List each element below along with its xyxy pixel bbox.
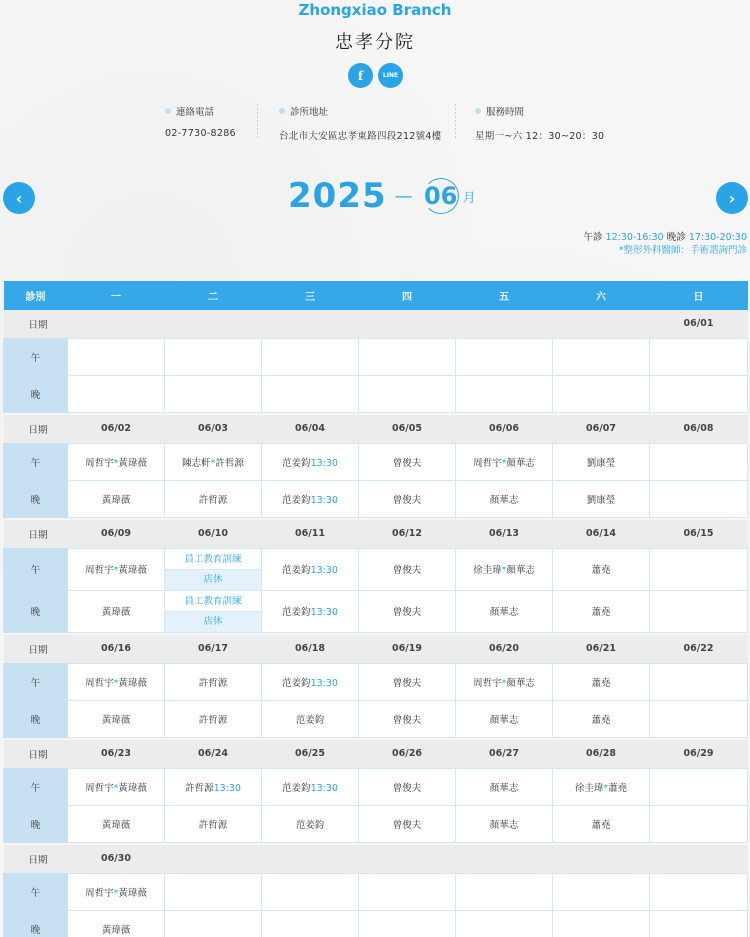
date-cell: 06/06 — [456, 415, 553, 443]
date-cell: 06/20 — [456, 635, 553, 663]
schedule-cell[interactable] — [68, 768, 165, 805]
doctor-name: 黃瑋薇 — [118, 565, 147, 576]
date-cell: 06/27 — [456, 740, 553, 768]
doctor-name: 許哲源 — [215, 457, 244, 469]
doctor-name: 曾俊夫 — [392, 494, 422, 506]
date-cell — [553, 845, 650, 873]
header-session: 診別 — [4, 281, 68, 310]
doctor-name: 范姜鈞 — [295, 714, 325, 726]
schedule-cell — [650, 338, 748, 375]
doctor-name: 曾俊夫 — [392, 457, 422, 469]
schedule-cell — [650, 873, 748, 910]
date-cell — [68, 310, 165, 338]
schedule-cell — [359, 910, 456, 937]
schedule-cell[interactable] — [553, 805, 650, 842]
schedule-cell — [650, 768, 748, 805]
afternoon-time: 12:30-16:30 — [605, 232, 664, 243]
doctor-name: 黃瑋薇 — [101, 924, 131, 936]
schedule-cell[interactable] — [553, 548, 650, 590]
doctor-name: 許哲源 — [185, 782, 214, 794]
afternoon-row — [4, 663, 748, 700]
header-weekday: 六 — [553, 281, 650, 310]
schedule-cell[interactable] — [165, 805, 262, 842]
date-row — [4, 310, 748, 338]
facebook-icon[interactable]: f — [348, 63, 373, 88]
doctor-name: 周哲宇 — [85, 887, 114, 899]
schedule-cell[interactable] — [262, 700, 359, 737]
schedule-cell[interactable] — [165, 768, 262, 805]
month: 06 — [423, 178, 459, 214]
schedule-cell[interactable] — [68, 700, 165, 737]
date-label: 日期 — [4, 310, 68, 338]
schedule-cell[interactable] — [262, 590, 359, 632]
header-weekday: 二 — [165, 281, 262, 310]
date-cell: 06/08 — [650, 415, 748, 443]
star-marker: * — [113, 782, 119, 794]
doctor-name: 周哲宇 — [85, 677, 114, 689]
chevron-right-icon: › — [728, 188, 736, 208]
schedule-cell[interactable] — [262, 443, 359, 480]
date-label: 日期 — [4, 520, 68, 548]
date-label: 日期 — [4, 415, 68, 443]
date-row — [4, 415, 748, 443]
social-links — [348, 63, 403, 88]
schedule-cell[interactable] — [262, 768, 359, 805]
schedule-cell — [262, 338, 359, 375]
doctor-name: 范姜鈞 — [282, 782, 311, 794]
doctor-name: 曾俊夫 — [392, 607, 422, 618]
date-cell: 06/02 — [68, 415, 165, 443]
date-label: 日期 — [4, 635, 68, 663]
schedule-cell[interactable] — [553, 480, 650, 517]
schedule-cell[interactable] — [456, 768, 553, 805]
prev-month-button[interactable] — [3, 182, 35, 214]
doctor-name: 顏華志 — [489, 782, 519, 794]
schedule-cell[interactable] — [262, 663, 359, 700]
session-label: 午 — [4, 443, 68, 480]
schedule-cell — [165, 375, 262, 412]
star-marker: * — [113, 565, 119, 576]
closed-label: 店休 — [165, 570, 261, 590]
schedule-cell[interactable] — [553, 700, 650, 737]
evening-row — [4, 700, 748, 737]
date-cell: 06/05 — [359, 415, 456, 443]
doctor-name: 黃瑋薇 — [118, 887, 147, 899]
doctor-name: 顏華志 — [489, 607, 519, 618]
schedule-cell — [165, 338, 262, 375]
doctor-name: 蕭堯 — [591, 714, 611, 726]
afternoon-row — [4, 338, 748, 375]
doctor-name: 顏華志 — [506, 565, 535, 576]
date-cell: 06/13 — [456, 520, 553, 548]
closed-label: 店休 — [165, 612, 261, 632]
date-cell — [553, 310, 650, 338]
session-label: 晚 — [4, 910, 68, 937]
schedule-cell — [262, 375, 359, 412]
doctor-name: 蕭堯 — [591, 677, 611, 689]
doctor-name: 陳志軒 — [182, 457, 211, 469]
phone-info — [165, 104, 236, 140]
schedule-cell — [650, 700, 748, 737]
star-marker: * — [501, 565, 507, 576]
schedule-cell[interactable] — [456, 700, 553, 737]
header-weekday: 日 — [650, 281, 748, 310]
phone-label: 連絡電話 — [176, 107, 215, 118]
schedule-cell — [359, 338, 456, 375]
afternoon-row — [4, 873, 748, 910]
doctor-name: 周哲宇 — [85, 457, 114, 469]
doctor-name: 周哲宇 — [473, 677, 502, 689]
schedule-cell — [650, 480, 748, 517]
date-label: 日期 — [4, 845, 68, 873]
schedule-cell[interactable] — [456, 548, 553, 590]
doctor-name: 黃瑋薇 — [101, 494, 131, 506]
next-month-button[interactable] — [716, 182, 748, 214]
doctor-name: 徐圭瑋 — [473, 565, 502, 576]
doctor-name: 范姜鈞 — [282, 565, 311, 576]
schedule-cell — [650, 375, 748, 412]
date-row — [4, 845, 748, 873]
doctor-name: 曾俊夫 — [392, 677, 422, 689]
star-marker: * — [501, 457, 507, 469]
branch-chinese-title: 忠孝分院 — [335, 32, 415, 53]
month-unit: 月 — [462, 190, 476, 206]
date-cell: 06/30 — [68, 845, 165, 873]
doctor-name: 周哲宇 — [473, 457, 502, 469]
schedule-cell — [456, 375, 553, 412]
schedule-cell[interactable] — [456, 480, 553, 517]
date-row — [4, 635, 748, 663]
schedule-cell — [68, 375, 165, 412]
doctor-name: 劉康瑩 — [586, 457, 616, 469]
doctor-name: 蕭堯 — [608, 782, 628, 794]
schedule-cell[interactable] — [165, 443, 262, 480]
schedule-cell — [456, 873, 553, 910]
date-cell: 06/11 — [262, 520, 359, 548]
clinic-info — [0, 104, 750, 144]
date-cell: 06/01 — [650, 310, 748, 338]
doctor-name: 范姜鈞 — [282, 677, 311, 689]
schedule-cell[interactable] — [262, 805, 359, 842]
schedule-cell[interactable] — [359, 590, 456, 632]
schedule-cell[interactable] — [456, 805, 553, 842]
doctor-name: 顏華志 — [489, 714, 519, 726]
schedule-cell — [650, 548, 748, 590]
session-legend — [584, 231, 748, 257]
schedule-cell — [553, 338, 650, 375]
date-cell: 06/17 — [165, 635, 262, 663]
schedule-cell[interactable] — [553, 663, 650, 700]
header-weekday: 一 — [68, 281, 165, 310]
schedule-cell[interactable] — [456, 663, 553, 700]
date-cell — [650, 845, 748, 873]
date-cell — [165, 845, 262, 873]
schedule-cell[interactable] — [68, 590, 165, 632]
star-marker: * — [501, 677, 507, 689]
date-cell: 06/25 — [262, 740, 359, 768]
doctor-name: 蕭堯 — [591, 819, 611, 831]
date-cell: 06/12 — [359, 520, 456, 548]
doctor-name: 曾俊夫 — [392, 565, 422, 576]
afternoon-row — [4, 548, 748, 590]
doctor-name: 周哲宇 — [85, 565, 114, 576]
doctor-name: 許哲源 — [198, 714, 228, 726]
header-weekday: 五 — [456, 281, 553, 310]
date-cell: 06/09 — [68, 520, 165, 548]
evening-time: 17:30-20:30 — [688, 232, 747, 243]
doctor-name: 劉康瑩 — [586, 494, 616, 506]
bullet-icon — [475, 108, 481, 114]
doctor-name: 范姜鈞 — [282, 494, 311, 506]
schedule-cell — [650, 663, 748, 700]
doctor-name: 許哲源 — [198, 819, 228, 831]
start-time: 13:30 — [310, 494, 338, 506]
schedule-cell[interactable] — [553, 590, 650, 632]
hours-value: 星期一~六 12：30~20：30 — [475, 131, 605, 142]
schedule-cell — [68, 338, 165, 375]
session-label: 午 — [4, 663, 68, 700]
line-icon[interactable]: LINE — [378, 63, 403, 88]
schedule-cell[interactable] — [165, 590, 262, 632]
evening-row — [4, 590, 748, 632]
schedule-table — [3, 281, 748, 937]
date-cell: 06/16 — [68, 635, 165, 663]
doctor-name: 許哲源 — [198, 494, 228, 506]
schedule-cell[interactable] — [359, 700, 456, 737]
date-cell — [456, 310, 553, 338]
date-cell: 06/15 — [650, 520, 748, 548]
schedule-cell — [650, 805, 748, 842]
doctor-name: 曾俊夫 — [392, 819, 422, 831]
date-cell — [456, 845, 553, 873]
header-weekday: 三 — [262, 281, 359, 310]
start-time: 13:30 — [310, 565, 338, 576]
schedule-cell[interactable] — [262, 480, 359, 517]
star-marker: * — [113, 887, 119, 899]
date-cell: 06/28 — [553, 740, 650, 768]
schedule-cell[interactable] — [68, 443, 165, 480]
schedule-cell[interactable] — [456, 443, 553, 480]
schedule-cell[interactable] — [359, 480, 456, 517]
star-marker: * — [210, 457, 216, 469]
surgeon-note: *整形外科醫師：手術諮詢門診 — [618, 245, 747, 256]
schedule-cell — [553, 375, 650, 412]
start-time: 13:30 — [213, 782, 241, 794]
schedule-cell — [456, 910, 553, 937]
schedule-cell — [650, 590, 748, 632]
branch-english-title: Zhongxiao Branch — [298, 1, 452, 19]
doctor-name: 顏華志 — [489, 819, 519, 831]
date-cell — [262, 845, 359, 873]
star-marker: * — [113, 677, 119, 689]
date-cell: 06/22 — [650, 635, 748, 663]
doctor-name: 黃瑋薇 — [101, 819, 131, 831]
start-time: 13:30 — [310, 677, 338, 689]
date-cell: 06/26 — [359, 740, 456, 768]
date-cell — [165, 310, 262, 338]
schedule-cell[interactable] — [359, 443, 456, 480]
date-label: 日期 — [4, 740, 68, 768]
date-cell: 06/14 — [553, 520, 650, 548]
schedule-cell — [359, 873, 456, 910]
date-cell: 06/18 — [262, 635, 359, 663]
date-cell: 06/29 — [650, 740, 748, 768]
schedule-cell — [262, 910, 359, 937]
date-cell — [262, 310, 359, 338]
schedule-cell[interactable] — [553, 768, 650, 805]
schedule-cell[interactable] — [165, 480, 262, 517]
address-info — [279, 104, 442, 140]
session-label: 晚 — [4, 480, 68, 517]
session-label: 晚 — [4, 805, 68, 842]
doctor-name: 蕭堯 — [591, 565, 611, 576]
header-weekday: 四 — [359, 281, 456, 310]
doctor-name: 顏華志 — [489, 494, 519, 506]
schedule-cell — [553, 910, 650, 937]
schedule-cell[interactable] — [456, 590, 553, 632]
address-value[interactable]: 台北市大安區忠孝東路四段212號4樓 — [279, 131, 442, 142]
bullet-icon — [279, 108, 285, 114]
doctor-name: 黃瑋薇 — [118, 677, 147, 689]
schedule-cell[interactable] — [262, 548, 359, 590]
phone-value[interactable]: 02-7730-8286 — [165, 128, 236, 139]
session-label: 午 — [4, 338, 68, 375]
doctor-name: 曾俊夫 — [392, 714, 422, 726]
doctor-name: 曾俊夫 — [392, 782, 422, 794]
schedule-cell[interactable] — [359, 663, 456, 700]
start-time: 13:30 — [310, 457, 338, 469]
training-label: 員工教育訓練 — [165, 591, 261, 612]
date-cell: 06/03 — [165, 415, 262, 443]
date-cell: 06/10 — [165, 520, 262, 548]
schedule-cell[interactable] — [68, 548, 165, 590]
schedule-cell[interactable] — [68, 480, 165, 517]
schedule-cell[interactable] — [68, 873, 165, 910]
schedule-cell[interactable] — [165, 700, 262, 737]
doctor-name: 范姜鈞 — [282, 607, 311, 618]
date-cell: 06/04 — [262, 415, 359, 443]
doctor-name: 黃瑋薇 — [101, 714, 131, 726]
start-time: 13:30 — [310, 782, 338, 794]
star-marker: * — [113, 457, 119, 469]
date-cell — [359, 310, 456, 338]
chevron-left-icon: ‹ — [15, 188, 23, 208]
doctor-name: 周哲宇 — [85, 782, 114, 794]
schedule-cell[interactable] — [68, 663, 165, 700]
date-cell: 06/07 — [553, 415, 650, 443]
date-row — [4, 520, 748, 548]
session-label: 午 — [4, 873, 68, 910]
session-label: 晚 — [4, 700, 68, 737]
evening-row — [4, 805, 748, 842]
session-label: 午 — [4, 768, 68, 805]
doctor-name: 蕭堯 — [591, 607, 611, 618]
bullet-icon — [165, 108, 171, 114]
hours-label: 服務時間 — [486, 107, 525, 118]
schedule-cell — [359, 375, 456, 412]
star-marker: * — [603, 782, 609, 794]
divider — [257, 104, 258, 140]
schedule-cell[interactable] — [359, 548, 456, 590]
session-label: 午 — [4, 548, 68, 590]
month-heading — [288, 175, 476, 217]
start-time: 13:30 — [310, 607, 338, 618]
schedule-cell[interactable] — [165, 548, 262, 590]
afternoon-row — [4, 768, 748, 805]
schedule-cell — [262, 873, 359, 910]
doctor-name: 徐圭瑋 — [574, 782, 604, 794]
training-label: 員工教育訓練 — [165, 549, 261, 570]
date-cell: 06/21 — [553, 635, 650, 663]
evening-row — [4, 480, 748, 517]
date-row — [4, 740, 748, 768]
doctor-name: 范姜鈞 — [282, 457, 311, 469]
schedule-cell — [165, 910, 262, 937]
evening-row — [4, 910, 748, 937]
separator: — — [394, 185, 413, 207]
schedule-cell — [650, 910, 748, 937]
schedule-cell[interactable] — [553, 443, 650, 480]
schedule-cell[interactable] — [359, 805, 456, 842]
date-cell: 06/19 — [359, 635, 456, 663]
year: 2025 — [288, 176, 387, 216]
evening-row — [4, 375, 748, 412]
afternoon-label: 午診 — [583, 232, 603, 243]
schedule-cell[interactable] — [68, 805, 165, 842]
doctor-name: 黃瑋薇 — [118, 457, 147, 469]
schedule-cell[interactable] — [165, 663, 262, 700]
date-cell: 06/24 — [165, 740, 262, 768]
doctor-name: 顏華志 — [506, 457, 535, 469]
schedule-cell — [553, 873, 650, 910]
schedule-cell[interactable] — [359, 768, 456, 805]
doctor-name: 顏華志 — [506, 677, 535, 689]
session-label: 晚 — [4, 375, 68, 412]
date-cell — [359, 845, 456, 873]
doctor-name: 許哲源 — [198, 677, 228, 689]
doctor-name: 黃瑋薇 — [118, 782, 147, 794]
doctor-name: 黃瑋薇 — [101, 607, 131, 618]
header-row — [4, 281, 748, 310]
schedule-cell — [456, 338, 553, 375]
date-cell: 06/23 — [68, 740, 165, 768]
schedule-cell — [650, 443, 748, 480]
hours-info — [475, 104, 604, 140]
evening-label: 晚診 — [666, 232, 686, 243]
session-label: 晚 — [4, 590, 68, 632]
divider — [455, 104, 456, 140]
schedule-cell[interactable] — [68, 910, 165, 937]
schedule-cell — [165, 873, 262, 910]
afternoon-row — [4, 443, 748, 480]
address-label: 診所地址 — [290, 107, 329, 118]
doctor-name: 范姜鈞 — [295, 819, 325, 831]
